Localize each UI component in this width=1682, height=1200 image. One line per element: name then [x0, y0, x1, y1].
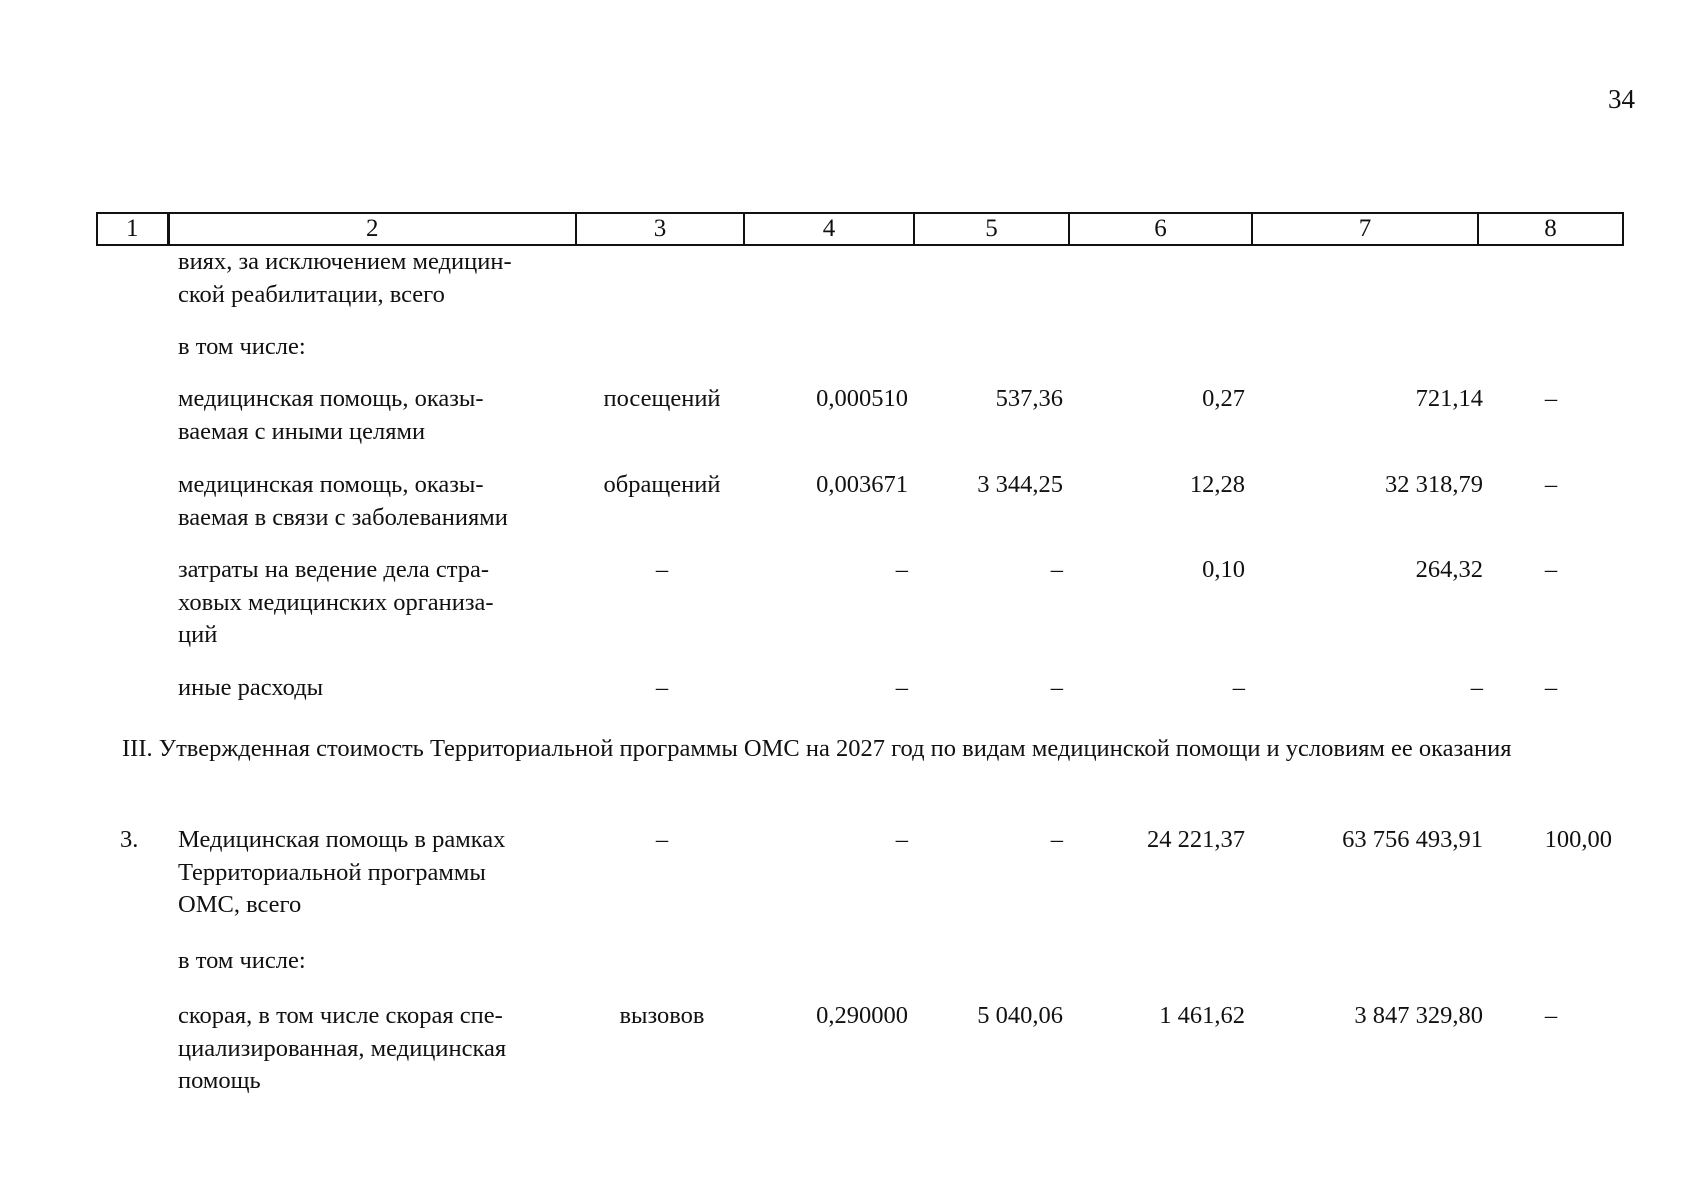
total-cell: 32 318,79: [1385, 471, 1483, 498]
unit-cell: –: [655, 674, 669, 701]
column-number-header: [96, 212, 1624, 246]
volume-cell: 0,003671: [816, 471, 908, 498]
unit-cell: посещений: [603, 385, 721, 412]
percent-cell: –: [1544, 385, 1558, 412]
total-cell: 264,32: [1415, 556, 1483, 583]
row-number: 3.: [120, 826, 139, 853]
cost-per-unit-cell: –: [1050, 826, 1063, 853]
section-title: III. Утвержденная стоимость Территориальной программы ОМС на 2027 год по видам медицинской помощи и условиям ее оказания: [122, 735, 1512, 762]
volume-cell: –: [895, 674, 908, 701]
row-description: медицинская помощь, оказы- ваемая с иными целями: [178, 385, 484, 445]
percent-cell: –: [1544, 556, 1558, 583]
percent-cell: 100,00: [1544, 826, 1612, 853]
per-capita-cell: 0,27: [1202, 385, 1245, 412]
total-cell: 63 756 493,91: [1342, 826, 1483, 853]
volume-cell: –: [895, 826, 908, 853]
row-description: медицинская помощь, оказы- ваемая в связи с заболеваниями: [178, 471, 508, 531]
row-description: виях, за исключением медицин- ской реабилитации, всего: [178, 248, 512, 308]
unit-cell: вызовов: [619, 1002, 705, 1029]
page-number: 34: [1608, 84, 1635, 114]
header-col-5: 5: [914, 213, 1069, 245]
total-cell: –: [1470, 674, 1483, 701]
header-col-3: 3: [576, 213, 744, 245]
unit-cell: –: [655, 826, 669, 853]
header-col-8: 8: [1478, 213, 1623, 245]
per-capita-cell: 12,28: [1189, 471, 1245, 498]
volume-cell: 0,000510: [816, 385, 908, 412]
total-cell: 721,14: [1415, 385, 1483, 412]
row-description: затраты на ведение дела стра- ховых медицинских организа- ций: [178, 556, 494, 648]
row-description: в том числе:: [178, 947, 306, 974]
row-description: скорая, в том числе скорая спе- циализированная, медицинская помощь: [178, 1002, 507, 1094]
header-col-2: 2: [168, 213, 576, 245]
cost-per-unit-cell: 537,36: [995, 385, 1063, 412]
row-description: иные расходы: [178, 674, 324, 701]
row-description: в том числе:: [178, 333, 306, 360]
volume-cell: –: [895, 556, 908, 583]
cost-per-unit-cell: –: [1050, 674, 1063, 701]
percent-cell: –: [1544, 674, 1558, 701]
unit-cell: обращений: [603, 471, 721, 498]
cost-per-unit-cell: –: [1050, 556, 1063, 583]
header-col-7: 7: [1252, 213, 1478, 245]
percent-cell: –: [1544, 471, 1558, 498]
header-col-1: 1: [97, 213, 168, 245]
per-capita-cell: 1 461,62: [1159, 1002, 1245, 1029]
volume-cell: 0,290000: [816, 1002, 908, 1029]
unit-cell: –: [655, 556, 669, 583]
per-capita-cell: 24 221,37: [1147, 826, 1245, 853]
total-cell: 3 847 329,80: [1354, 1002, 1483, 1029]
percent-cell: –: [1544, 1002, 1558, 1029]
row-description: Медицинская помощь в рамках Территориальной программы ОМС, всего: [178, 826, 506, 918]
cost-per-unit-cell: 5 040,06: [977, 1002, 1063, 1029]
header-col-4: 4: [744, 213, 914, 245]
per-capita-cell: –: [1232, 674, 1245, 701]
cost-per-unit-cell: 3 344,25: [977, 471, 1063, 498]
per-capita-cell: 0,10: [1202, 556, 1245, 583]
header-col-6: 6: [1069, 213, 1252, 245]
